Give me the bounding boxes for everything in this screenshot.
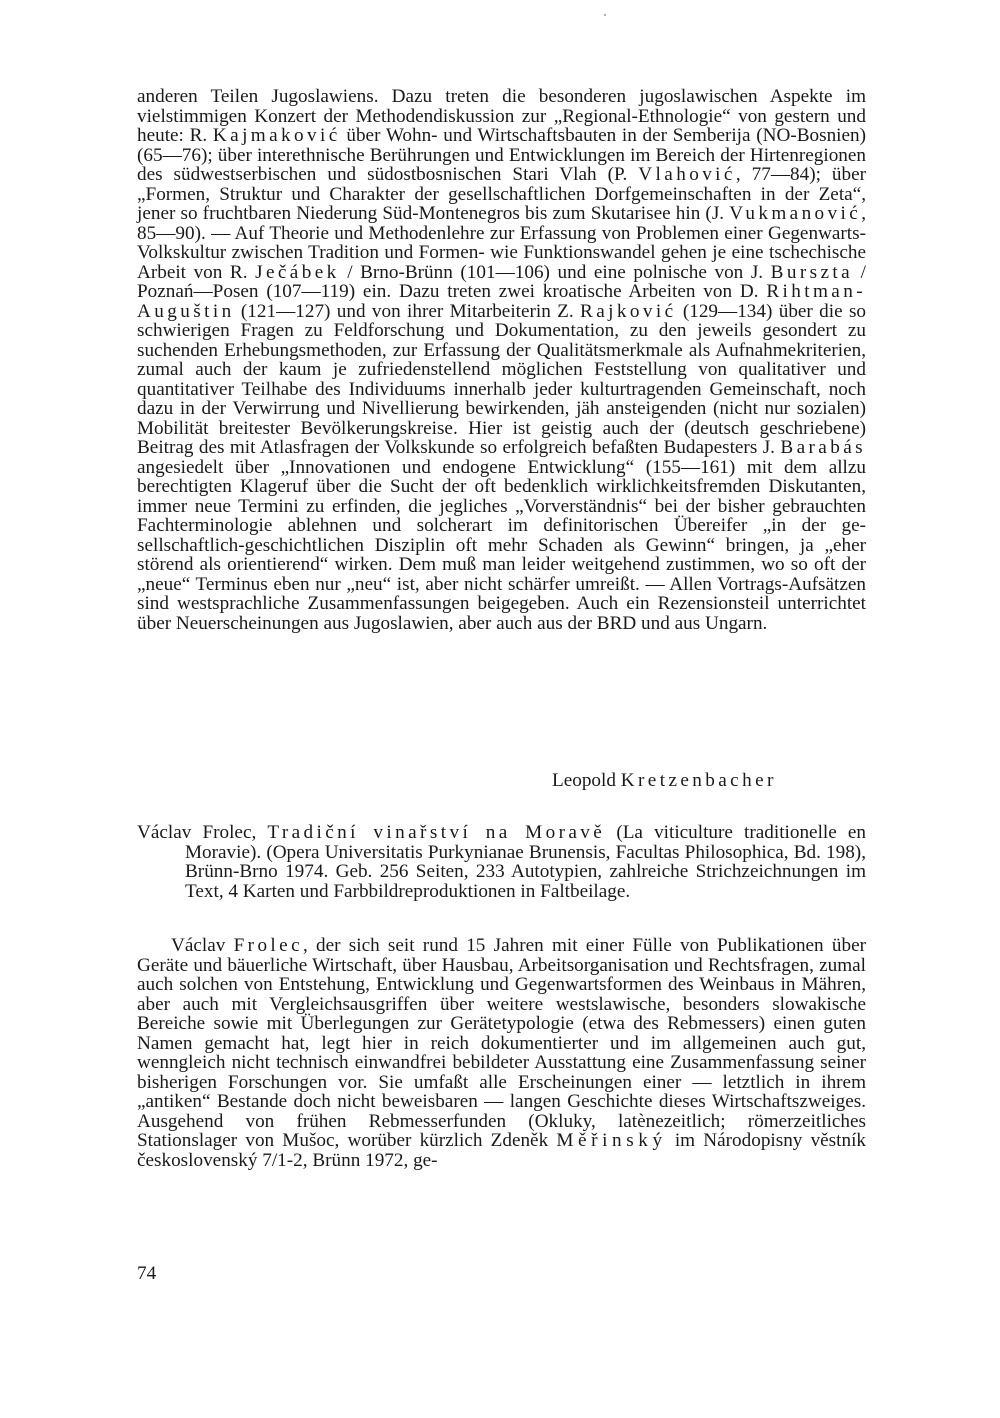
text-run: , der sich seit rund 15 Jahren mit einer Fülle von Publikationen über Geräte und bäuerliche Wirtschaft, über Hausbau, Arbeitsorganisation und Rechtsfragen, zumal auch solchen von Entstehung, Entwicklung und Gegenwartsformen des Weinbaus in Mähren, aber auch mit Vergleichsausgriffen über weitere westslawische, besonders slowakische Bereiche sowie mit Überlegungen zur Gerätetypologie (etwa des Rebmessers) einen guten Namen gemacht hat, legt hier in reich dokumentierter und im allgemeinen auch gut, wenngleich nicht technisch einwandfrei bebildeter Ausstattung eine Zusammenfassung seiner bisherigen Forschungen vor. Sie umfaßt alle Erscheinungen einer — letztlich in ihrem „antiken“ Bestande doch nicht beweisbaren — langen Geschichte dieses Wirtschaftszweiges. Ausgehend von frühen Rebmesserfunden (Okluky, latènezeitlich; römerzeitliches Stationslager von Mušoc, worüber kürzlich Zdeněk bbox=[137, 935, 866, 1151]
text-run: im Národopisny věstník československý 7/1-2, Brünn 1972, ge- bbox=[137, 1130, 866, 1171]
text-run: , 85—90). — Auf Theorie und Methodenlehre zur Erfassung von Problemen einer Gegenwarts-Volkskultur zwischen Tradition und Formen- wie Funktionswandel gehen je eine tschechische Arbeit von R. bbox=[137, 203, 866, 283]
text-run: über Wohn- und Wirtschaftsbauten in der Semberija (NO-Bosnien) (65—76); über interethnische Berührungen und Entwicklungen im Bereich der Hirtenregionen des südwestserbischen und südostbosnischen Stari Vlah (P. bbox=[137, 125, 867, 185]
signature-first-name: Leopold bbox=[552, 770, 621, 791]
text-run: / Poznań—Posen (107—119) ein. Dazu treten zwei kroatische Arbeiten von D. bbox=[137, 261, 866, 302]
author-name-spaced: Frolec bbox=[233, 935, 303, 956]
author-name-spaced: Měřinský bbox=[556, 1130, 667, 1151]
text-run: , 77—84); über „Formen, Struktur und Charakter der gesellschaftlichen Dorfgemeinschaften in der Zeta“, jener so fruchtbaren Niederung Süd-Montenegros bis zum Skutarisee hin (J. bbox=[137, 164, 866, 224]
review-bibliographic-heading bbox=[137, 823, 866, 901]
author-name-spaced: Vukmanović bbox=[729, 203, 862, 224]
author-name-spaced: Rajković bbox=[580, 300, 677, 322]
author-name-spaced: Vlahović bbox=[638, 164, 736, 185]
text-run: (129—134) über die so schwierigen Fragen zu Feldforschung und Dokumentation, zu den jeweils gesondert zu suchenden Erhebungsmethoden, zur Erfassung der Qualitätsmerkmale als Aufnahmekriterien, zumal auch der kaum je zufriedenstellend möglichen Feststellung von qualitativer und quantitativer Teilhabe des Individuums innerhalb jeder kulturtragenden Gemeinschaft, noch dazu in der Verwirrung und Nivellierung bewirkenden, jäh ansteigenden (nicht nur sozialen) Mobilität breitester Bevölkerungskreise. Hier ist geistig auch der (deutsch geschriebene) Beitrag des mit Atlasfragen der Volkskunde so erfolgreich befaßten Budapesters J. bbox=[137, 300, 867, 458]
review-paragraph-1 bbox=[137, 87, 866, 633]
author-name-spaced: Burszta bbox=[770, 261, 854, 283]
text-run: (121—127) und von ihrer Mitarbeiterin Z. bbox=[234, 300, 581, 322]
review-paragraph-2 bbox=[137, 936, 866, 1170]
reviewer-signature bbox=[552, 771, 866, 791]
author-name-spaced: Barabás bbox=[780, 437, 866, 458]
text-run: anderen Teilen Jugoslawiens. Dazu treten die besonderen jugoslawischen Aspekte im vielstimmigen Konzert der Methodendiskussion zur „Regional-Ethnologie“ von gestern und heute: R. bbox=[137, 86, 866, 146]
reviewed-author: Václav Frolec, bbox=[137, 822, 257, 843]
signature-last-name: Kretzenbacher bbox=[620, 770, 777, 791]
page-number: 74 bbox=[137, 1263, 157, 1284]
text-run: / Brno-Brünn (101—106) und eine polnische von J. bbox=[339, 261, 771, 283]
author-name-spaced: Kajmaković bbox=[212, 125, 341, 146]
author-name-spaced: Rihtman-Auguštin bbox=[137, 281, 866, 322]
reviewed-title-spaced: Tradiční vinařství na Moravě bbox=[267, 822, 606, 843]
text-run: angesiedelt über „Innovationen und endogene Entwicklung“ (155—161) mit dem allzu berechtigten Klageruf über die Sucht der oft bedenklich wirklichkeitsfremden Diskutanten, immer neue Termini zu erfinden, die jegliches „Vorverständnis“ bei der bisher gebrauchten Fachterminologie ablehnen und solcherart im definitorischen Übereifer „in der gesellschaftlich-geschichtlichen Disziplin oft mehr Schaden als Gewinn“ bringen, ja „eher störend als orientierend“ wirken. Dem muß man leider weitgehend zustimmen, wo so oft der „neue“ Terminus eben nur „neu“ ist, aber nicht schärfer umreißt. — Allen Vortrags-Aufsätzen sind westsprachliche Zusammenfassungen beigegeben. Auch ein Rezensionsteil unterrichtet über Neuerscheinungen aus Jugoslawien, aber auch aus der BRD und aus Ungarn. bbox=[137, 456, 866, 634]
reviewed-details: (La viticulture traditionelle en Moravie). (Opera Universitatis Purkynianae Brunensis, Facultas Philosophica, Bd. 198), Brünn-Brno 1974. Geb. 256 Seiten, 233 Autotypien, zahlreiche Strichzeichnungen im Text, 4 Karten und Farbbildreproduktionen in Faltbeilage. bbox=[185, 822, 866, 902]
text-run: Václav bbox=[171, 935, 234, 956]
author-name-spaced: Ječábek bbox=[255, 261, 340, 283]
scan-speck bbox=[604, 14, 606, 16]
